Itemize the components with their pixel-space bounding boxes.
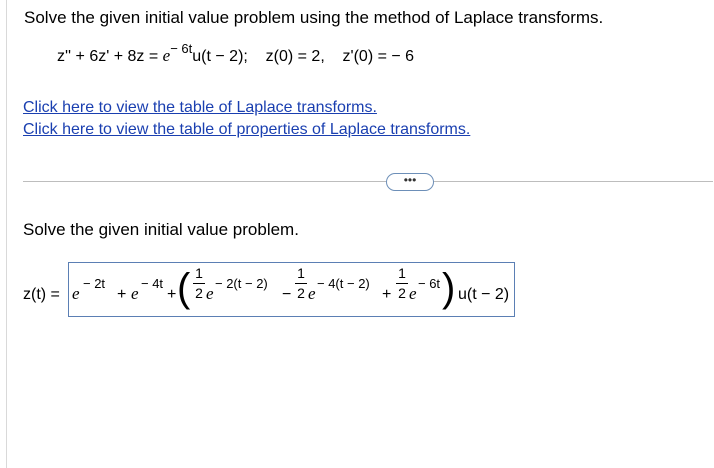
ans-frac3-bar <box>396 283 408 284</box>
ans-plus-2: + <box>167 286 177 303</box>
equation-e: e <box>162 46 171 65</box>
ans-frac1-den: 2 <box>195 285 203 301</box>
ans-frac3-num: 1 <box>398 265 406 281</box>
equation-rhs: u(t − 2); <box>192 48 248 65</box>
ans-e-5: e <box>409 284 417 303</box>
more-button[interactable]: ••• <box>386 173 434 191</box>
initial-condition-zprime: z'(0) = − 6 <box>342 48 415 65</box>
ans-step-function: u(t − 2) <box>458 286 510 303</box>
ans-exp-3: − 2(t − 2) <box>215 276 268 291</box>
laplace-table-link[interactable]: Click here to view the table of Laplace transforms. <box>23 99 377 116</box>
answer-input-box[interactable] <box>68 262 515 317</box>
ans-minus: − <box>282 286 292 303</box>
ans-e-2: e <box>131 284 139 303</box>
initial-condition-z: z(0) = 2, <box>265 48 325 65</box>
ans-frac1-bar <box>193 283 205 284</box>
ans-frac2-num: 1 <box>297 265 305 281</box>
properties-table-link[interactable]: Click here to view the table of properties of Laplace transforms. <box>23 121 471 138</box>
ans-frac2-bar <box>295 283 307 284</box>
ans-e-1: e <box>72 284 80 303</box>
ans-frac3-den: 2 <box>398 285 406 301</box>
ans-e-4: e <box>308 284 316 303</box>
ans-plus-1: + <box>117 286 127 303</box>
equation-exponent: − 6t <box>170 41 193 56</box>
section-divider <box>23 181 713 182</box>
ans-plus-3: + <box>382 286 392 303</box>
answer-label: z(t) = <box>23 286 60 303</box>
instructions: Solve the given initial value problem using the method of Laplace transforms. <box>24 8 604 27</box>
ans-frac1-num: 1 <box>195 265 203 281</box>
answer-prompt: Solve the given initial value problem. <box>23 220 299 239</box>
equation-lhs: z'' + 6z' + 8z = <box>57 48 159 65</box>
ans-left-paren: ( <box>177 266 191 310</box>
ans-right-paren: ) <box>442 266 456 310</box>
ans-exp-2: − 4t <box>141 276 164 291</box>
ans-e-3: e <box>206 284 214 303</box>
ans-exp-1: − 2t <box>83 276 106 291</box>
problem-equation <box>57 41 415 66</box>
ans-exp-5: − 6t <box>418 276 441 291</box>
ans-exp-4: − 4(t − 2) <box>317 276 370 291</box>
left-border <box>6 0 7 468</box>
ans-frac2-den: 2 <box>297 285 305 301</box>
reference-links <box>23 97 470 141</box>
